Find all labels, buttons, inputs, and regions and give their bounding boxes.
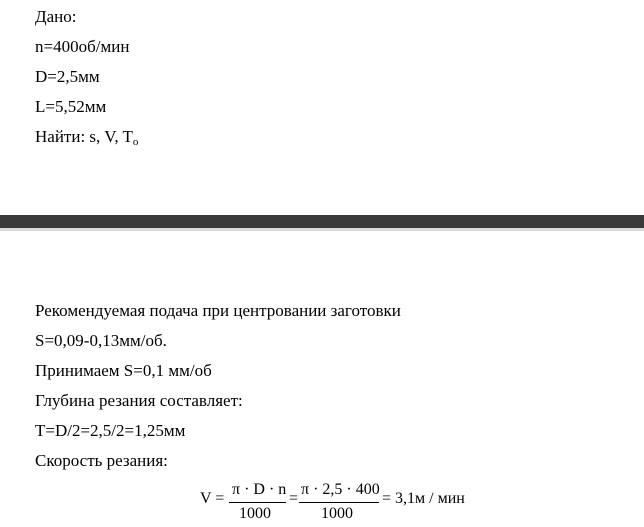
formula-result: = 3,1м / мин [382,490,465,507]
section-divider [0,215,644,228]
formula-denominator-1: 1000 [239,505,271,522]
feed-range: S=0,09-0,13мм/об. [35,331,167,350]
speed-heading: Скорость резания: [35,451,168,470]
depth-heading: Глубина резания составляет: [35,391,243,410]
formula-denominator-2: 1000 [321,505,353,522]
feed-recommend: Рекомендуемая подача при центровании заготовки [35,301,401,320]
feed-accept: Принимаем S=0,1 мм/об [35,361,212,380]
formula-lhs: V = [200,490,225,507]
given-l: L=5,52мм [35,97,107,116]
fraction-bar-1 [229,502,286,503]
fraction-bar-2 [299,502,379,503]
section-divider-shadow [0,228,644,231]
given-heading: Дано: [35,7,77,26]
given-d: D=2,5мм [35,67,100,86]
find-text: Найти: s, V, T [35,127,133,146]
given-n: n=400об/мин [35,37,130,56]
formula-equals: = [289,490,299,507]
depth-formula: T=D/2=2,5/2=1,25мм [35,421,186,440]
formula-numerator-1: π · D · n [232,481,287,498]
speed-formula [200,478,500,523]
find-subscript: o [132,136,139,148]
formula-numerator-2: π · 2,5 · 400 [301,481,380,498]
find-line [35,127,138,149]
